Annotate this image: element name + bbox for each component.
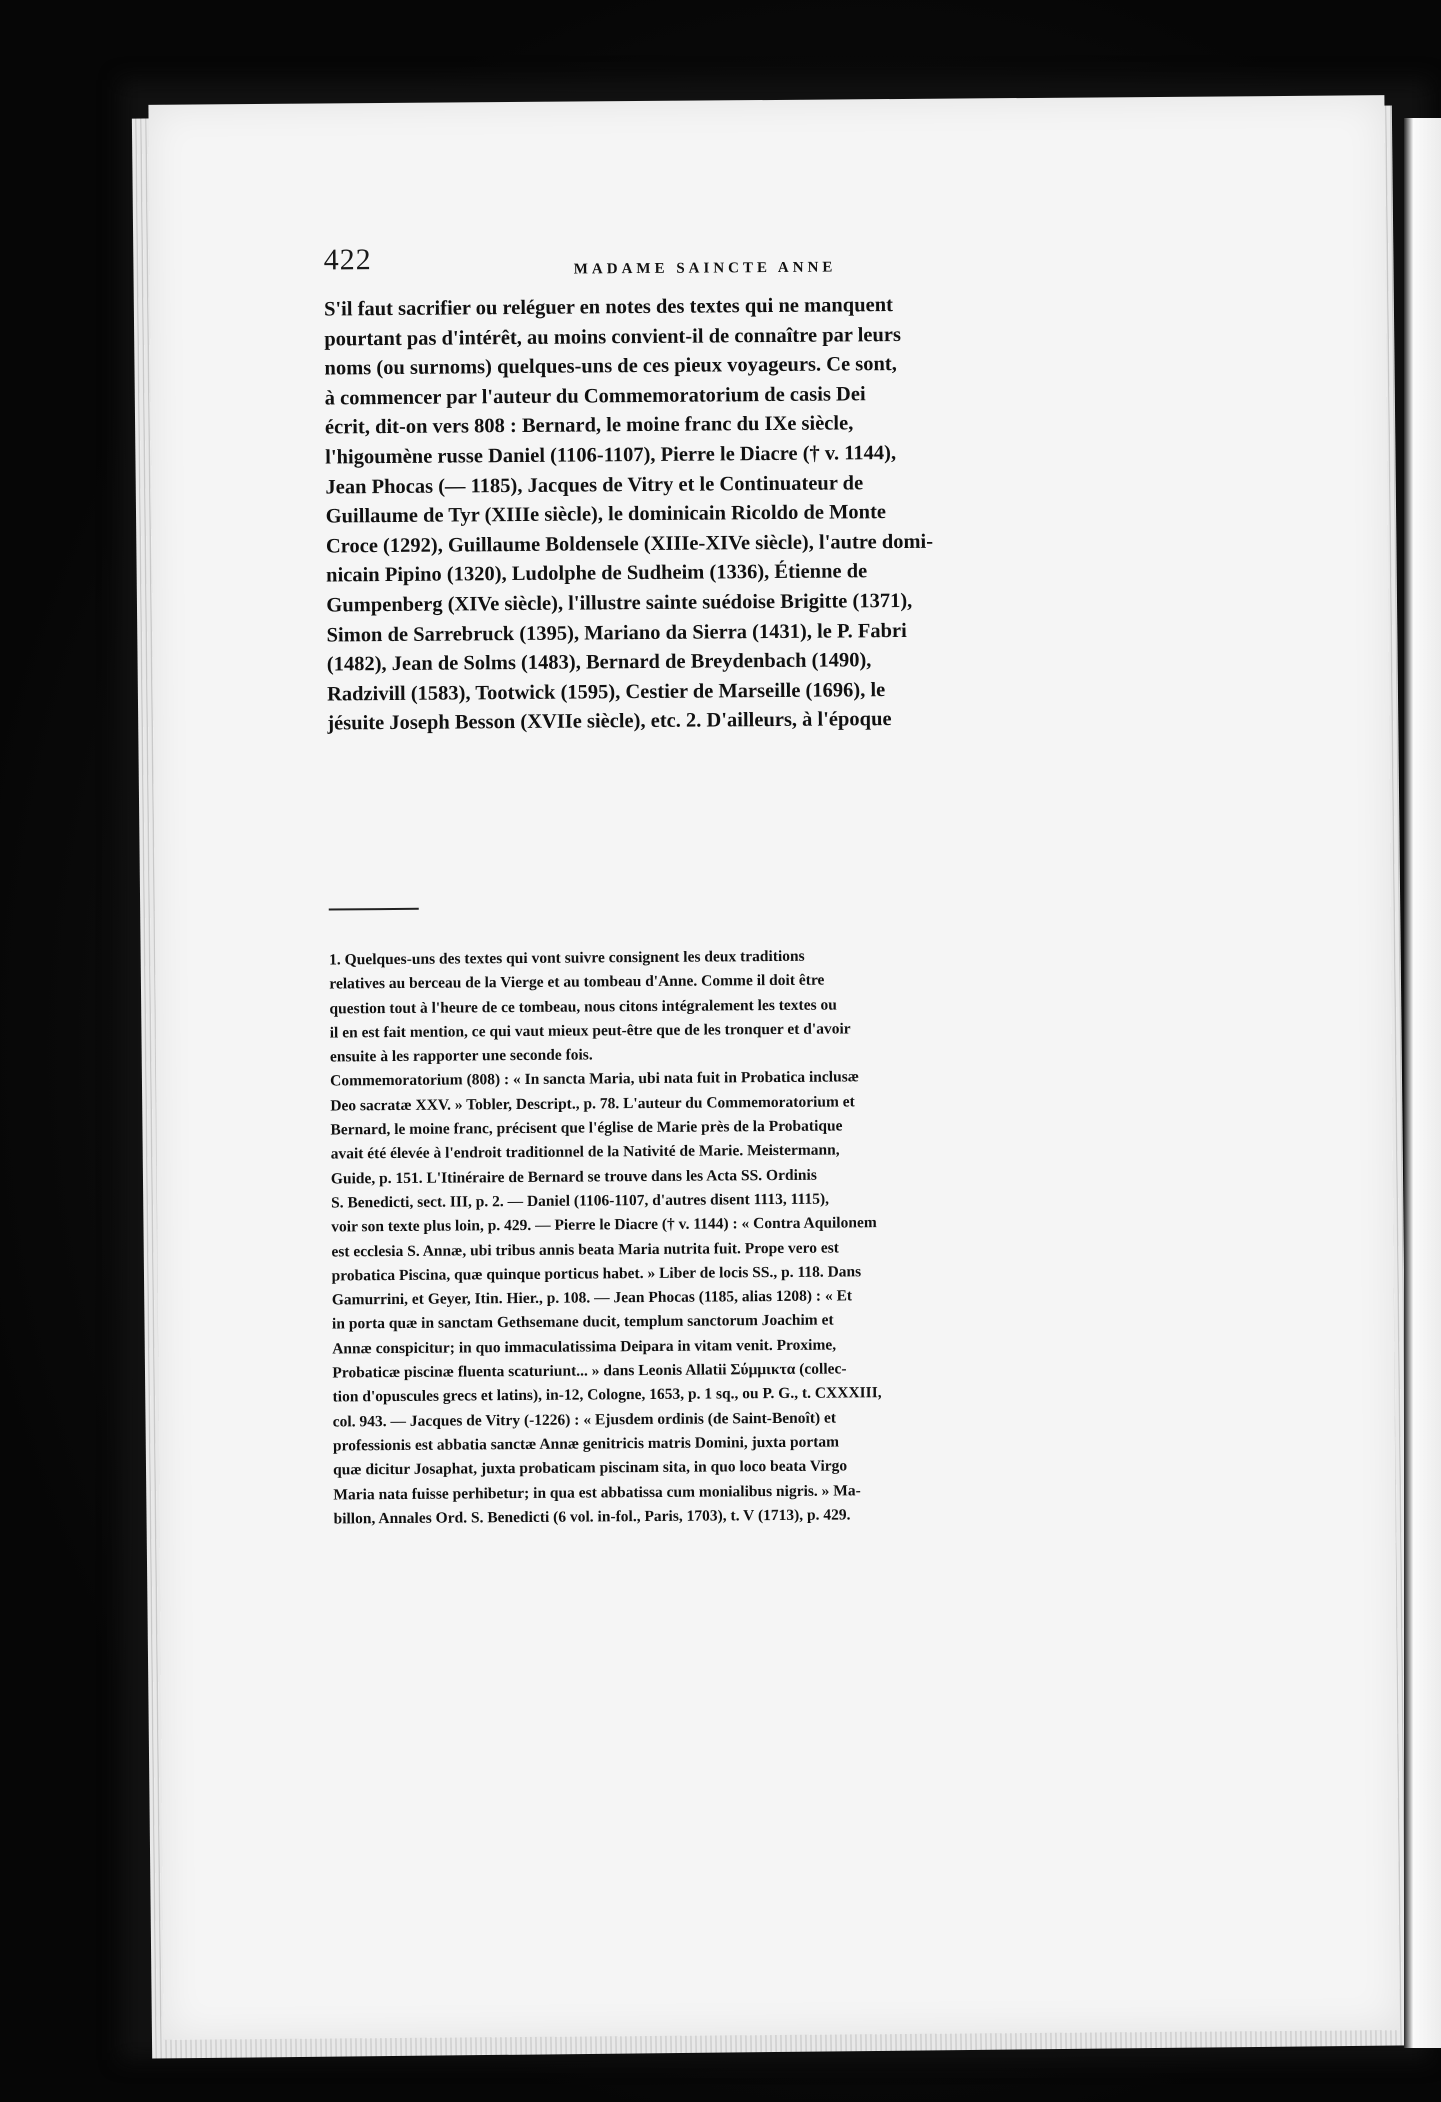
- footnote-line: probatica Piscina, quæ quinque porticus habet. » Liber de locis SS., p. 118. Dans: [331, 1263, 862, 1285]
- main-text: [324, 289, 1117, 739]
- footnote-line: col. 943. — Jacques de Vitry (-1226) : « Ejusdem ordinis (de Saint-Benoît) et: [332, 1409, 837, 1431]
- text-line: pourtant pas d'intérêt, au moins convient-il de connaître par leurs: [324, 323, 902, 351]
- text-line: (1482), Jean de Solms (1483), Bernard de Breydenbach (1490),: [326, 649, 872, 676]
- text-line: Croce (1292), Guillaume Boldensele (XIIIe-XIVe siècle), l'autre domi-: [325, 530, 934, 558]
- footnote-line: ensuite à les rapporter une seconde fois.: [329, 1046, 593, 1066]
- page-header: [324, 237, 1124, 293]
- running-head: MADAME SAINCTE ANNE: [573, 259, 837, 278]
- footnote-line: Deo sacratæ XXV. » Tobler, Descript., p. 78. L'auteur du Commemoratorium et: [330, 1093, 855, 1115]
- text-line: Radzivill (1583), Tootwick (1595), Cestier de Marseille (1696), le: [326, 678, 886, 706]
- footnote-line: tion d'opuscules grecs et latins), in-12, Cologne, 1653, p. 1 sq., ou P. G., t. CXXXIII,: [332, 1384, 882, 1406]
- book-page: [148, 95, 1399, 2040]
- footnote-line: Maria nata fuisse perhibetur; in qua est abbatissa cum monialibus nigris. » Ma-: [333, 1481, 861, 1504]
- footnote-line: voir son texte plus loin, p. 429. — Pierre le Diacre († v. 1144) : « Contra Aquilonem: [331, 1214, 877, 1236]
- text-line: Simon de Sarrebruck (1395), Mariano da Sierra (1431), le P. Fabri: [326, 619, 907, 647]
- footnote-line: quæ dicitur Josaphat, juxta probaticam piscinam sita, in quo loco beata Virgo: [333, 1457, 848, 1479]
- footnote-line: avait été élevée à l'endroit traditionnel de la Nativité de Marie. Meistermann,: [330, 1141, 840, 1163]
- text-line: nicain Pipino (1320), Ludolphe de Sudheim (1336), Étienne de: [326, 560, 868, 587]
- text-line: S'il faut sacrifier ou reléguer en notes des textes qui ne manquent: [323, 294, 893, 321]
- text-line: Gumpenberg (XIVe siècle), l'illustre sainte suédoise Brigitte (1371),: [326, 589, 913, 617]
- text-line: Guillaume de Tyr (XIIIe siècle), le dominicain Ricoldo de Monte: [325, 501, 887, 528]
- footnote-line: Gamurrini, et Geyer, Itin. Hier., p. 108. — Jean Phocas (1185, alias 1208) : « Et: [331, 1287, 853, 1309]
- footnote-line: Probaticæ piscinæ fluenta scaturiunt... » dans Leonis Allatii Σύμμικτα (collec-: [332, 1360, 847, 1382]
- footnote-line: professionis est abbatia sanctæ Annæ genitricis matris Domini, juxta portam: [332, 1433, 840, 1455]
- footnote-line: 1. Quelques-uns des textes qui vont suivre consignent les deux traditions: [329, 947, 805, 969]
- page-number: 422: [323, 243, 372, 277]
- text-line: jésuite Joseph Besson (XVIIe siècle), etc. 2. D'ailleurs, à l'époque: [327, 708, 892, 735]
- footnote-line: billon, Annales Ord. S. Benedicti (6 vol. in-fol., Paris, 1703), t. V (1713), p. 429.: [333, 1506, 851, 1528]
- footnotes: [329, 942, 1126, 1531]
- facing-page-edge: [1404, 118, 1441, 2048]
- footnote-line: S. Benedicti, sect. III, p. 2. — Daniel (1106-1107, d'autres disent 1113, 1115),: [330, 1190, 830, 1212]
- footnote-line: relatives au berceau de la Vierge et au tombeau d'Anne. Comme il doit être: [329, 971, 825, 993]
- text-line: Jean Phocas (— 1185), Jacques de Vitry et le Continuateur de: [325, 471, 864, 499]
- text-line: à commencer par l'auteur du Commemoratorium de casis Dei: [324, 383, 866, 410]
- footnote-line: est ecclesia S. Annæ, ubi tribus annis beata Maria nutrita fuit. Prope vero est: [331, 1239, 839, 1261]
- footnote-line: il en est fait mention, ce qui vaut mieux peut-être que de les tronquer et d'avoir: [329, 1020, 851, 1042]
- footnote-line: question tout à l'heure de ce tombeau, nous citons intégralement les textes ou: [329, 996, 837, 1018]
- footnote-line: Annæ conspicitur; in quo immaculatissima Deipara in vitam venit. Proxime,: [332, 1336, 837, 1358]
- footnote-line: Commemoratorium (808) : « In sancta Maria, ubi nata fuit in Probatica inclusæ: [330, 1068, 859, 1090]
- text-line: écrit, dit-on vers 808 : Bernard, le moine franc du IXe siècle,: [324, 412, 854, 439]
- footnote-line: in porta quæ in sanctam Gethsemane ducit, templum sanctorum Joachim et: [331, 1311, 834, 1333]
- footnote-line: Guide, p. 151. L'Itinéraire de Bernard se trouve dans les Acta SS. Ordinis: [330, 1166, 817, 1188]
- footnote-rule: [329, 908, 419, 911]
- text-line: l'higoumène russe Daniel (1106-1107), Pierre le Diacre († v. 1144),: [325, 441, 897, 469]
- text-line: noms (ou surnoms) quelques-uns de ces pieux voyageurs. Ce sont,: [324, 353, 897, 380]
- footnote-line: Bernard, le moine franc, précisent que l'église de Marie près de la Probatique: [330, 1117, 843, 1139]
